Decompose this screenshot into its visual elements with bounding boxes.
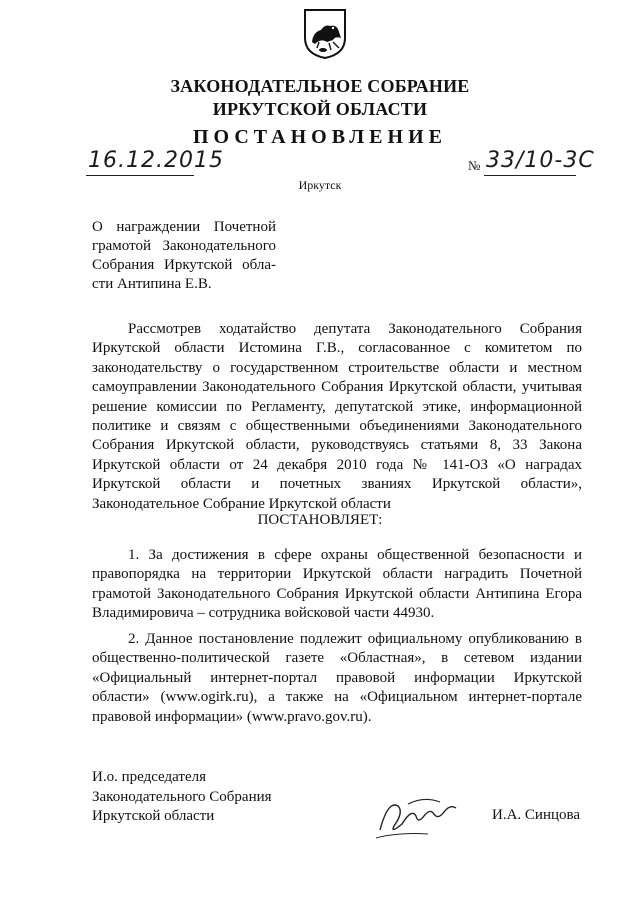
org-name-line1: ЗАКОНОДАТЕЛЬНОЕ СОБРАНИЕ [170, 76, 470, 96]
document-date: 16.12.2015 [88, 148, 224, 173]
item-2-paragraph: 2. Данное постановление подлежит официальному опубликованию в общественно-политической газете «Областная», в сетевом издании «Официальный интернет-портал правовой информации Иркутской области» (www.ogirk.ru), а также на «Официальном интернет-портале правовой информации» (www.pravo.gov.ru). [92, 631, 582, 725]
document-subject: О награждении Почетной грамотой Законодательного Собрания Иркутской обла-сти Антипина Е.В. [92, 219, 276, 292]
city: Иркутск [298, 178, 342, 192]
handwritten-signature [368, 786, 468, 846]
org-name-line2: ИРКУТСКОЙ ОБЛАСТИ [212, 99, 428, 119]
signer-position-line3: Иркутской области [92, 808, 215, 824]
number-underline [484, 175, 576, 176]
signer-position-line1: И.о. председателя [92, 769, 207, 785]
coat-of-arms-icon [303, 8, 347, 60]
decree-heading: ПОСТАНОВЛЯЕТ: [257, 512, 383, 528]
signer-position [92, 768, 272, 827]
date-underline [86, 175, 194, 176]
number-prefix: № [468, 158, 481, 173]
preamble-paragraph: Рассмотрев ходатайство депутата Законодательного Собрания Иркутской области Истомина Г.В., согласованное с комитетом по законодательству о государственном строительстве области и местном самоуправлении Законодательного Собрания Иркутской области, учитывая решение комиссии по Регламенту, депутатской этике, информационной политике и связям с общественными объединениями Законодательного Собрания Иркутской области, руководствуясь статьями 8, 33 Закона Иркутской области от 24 декабря 2010 года № 141-ОЗ «О наградах Иркутской области и почетных званиях Иркутской области», Законодательное Собрание Иркутской области [92, 321, 582, 512]
item-1-paragraph: 1. За достижения в сфере охраны общественной безопасности и правопорядка на территории Иркутской области наградить Почетной грамотой Законодательного Собрания Иркутской области Антипина Егора Владимировича – сотрудника войсковой части 44930. [92, 547, 582, 622]
signer-position-line2: Законодательного Собрания [92, 788, 272, 805]
signer-name: И.А. Синцова [492, 807, 581, 823]
document-number: 33/10-3С [486, 148, 595, 173]
document-type: ПОСТАНОВЛЕНИЕ [193, 126, 447, 148]
